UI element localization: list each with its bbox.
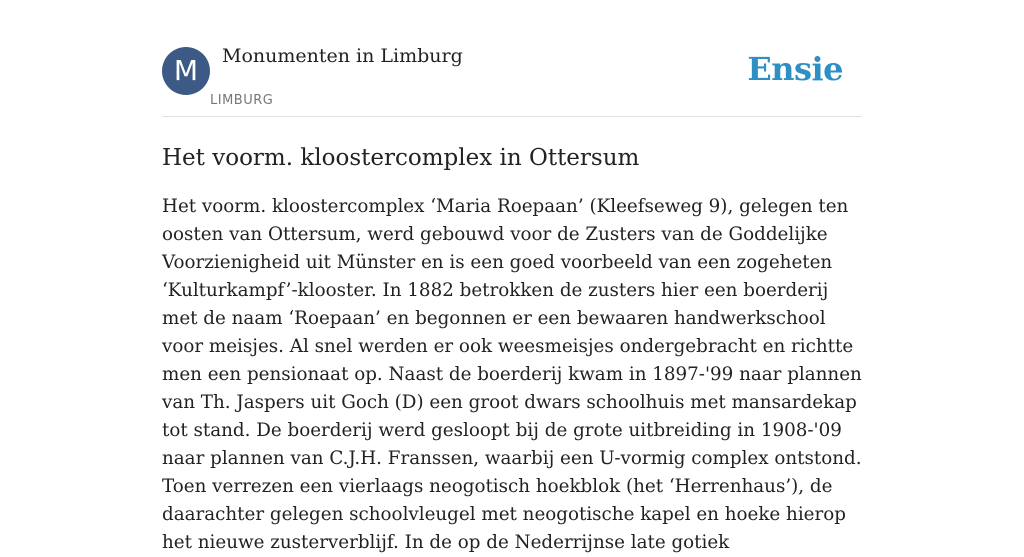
channel-avatar[interactable]: M bbox=[162, 47, 210, 95]
channel-tag-label[interactable]: LIMBURG bbox=[210, 93, 274, 108]
article-body: Het voorm. kloostercomplex ‘Maria Roepaan’ (Kleefseweg 9), gelegen ten oosten van Ottersum, werd gebouwd voor de Zusters van de Goddelijke Voorzienigheid uit Münster en is een goed voorbeeld van een zogeheten ‘Kulturkampf’-klooster. In 1882 betrokken de zusters hier een boerderij met de naam ‘Roepaan’ en begonnen er een bewaaren handwerkschool voor meisjes. Al snel werden er ook weesmeisjes ondergebracht en richtte men een pensionaat op. Naast de boerderij kwam in 1897-'99 naar plannen van Th. Jaspers uit Goch (D) een groot dwars schoolhuis met mansardekap tot stand. De boerderij werd gesloopt bij de grote uitbreiding in 1908-'09 naar plannen van C.J.H. Franssen, waarbij een U-vormig complex ontstond. Toen verrezen een vierlaags neogotisch hoekblok (het ‘Herrenhaus’), de daarachter gelegen schoolvleugel met neogotische kapel en hoeke hierop het nieuwe zusterverblijf. In de op de Nederrijnse late gotiek bbox=[162, 196, 862, 553]
channel-name-link[interactable]: Monumenten in Limburg bbox=[222, 45, 463, 67]
article-title: Het voorm. kloostercomplex in Ottersum bbox=[162, 145, 640, 171]
article-card bbox=[162, 0, 862, 553]
channel-header bbox=[162, 0, 862, 117]
ensie-logo[interactable]: Ensie bbox=[747, 50, 843, 88]
